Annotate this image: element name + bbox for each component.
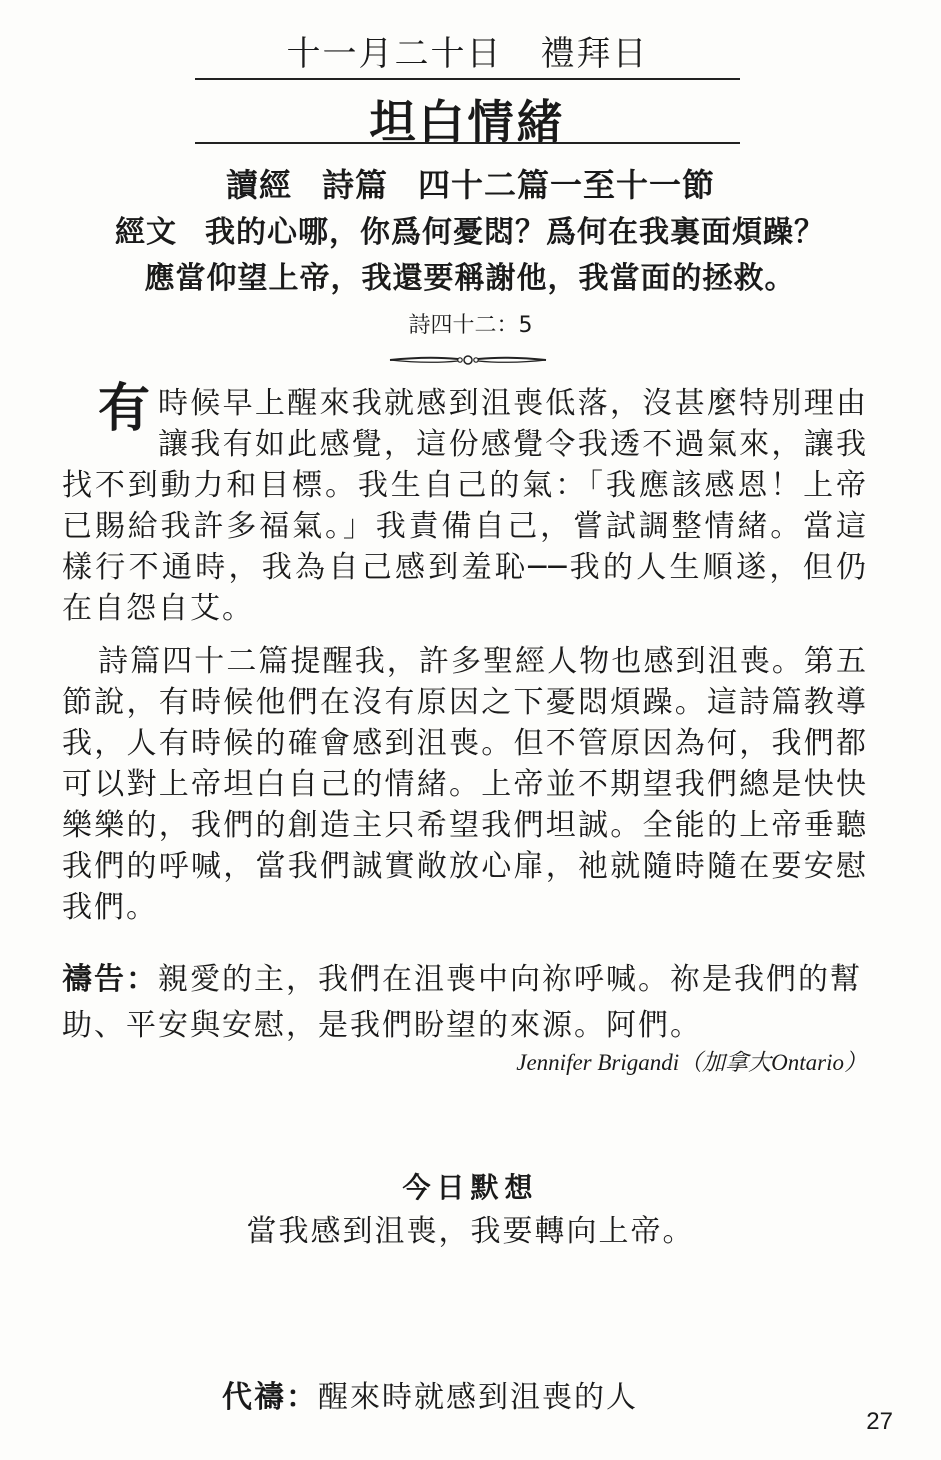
- thought-title: 今日默想: [402, 1171, 539, 1204]
- scripture-verse: [60, 210, 880, 302]
- prayer-text: 親愛的主，我們在沮喪中向祢呼喊。祢是我們的幫助、平安與安慰，是我們盼望的來源。阿們。: [62, 962, 862, 1043]
- author-credit: Jennifer Brigandi（加拿大Ontario）: [516, 1050, 867, 1075]
- top-rule: [195, 78, 740, 80]
- reading-label: 讀經: [225, 166, 292, 204]
- intercession: [222, 1372, 638, 1416]
- title-rule: [195, 142, 740, 144]
- weekday: 禮拜日: [540, 34, 649, 74]
- intercession-label: 代禱：: [222, 1380, 318, 1415]
- reading-book: 詩篇: [321, 166, 388, 204]
- thought-text: 當我感到沮喪，我要轉向上帝。: [246, 1214, 695, 1249]
- date: 十一月二十日: [286, 34, 503, 74]
- intercession-text: 醒來時就感到沮喪的人: [318, 1380, 638, 1415]
- page-number: 27: [866, 1408, 893, 1435]
- verse-line-1: 經文 我的心哪，你爲何憂悶？爲何在我裏面煩躁？: [115, 215, 825, 250]
- prayer-label: 禱告：: [62, 962, 158, 997]
- prayer: [62, 957, 868, 1049]
- page-title: 坦白情緒: [369, 95, 566, 149]
- ornament-divider-icon: [388, 352, 548, 368]
- drop-cap: 有: [98, 379, 153, 439]
- paragraph-2: 詩篇四十二篇提醒我，許多聖經人物也感到沮喪。第五節說，有時候他們在沒有原因之下憂悶煩躁。這詩篇教導我，人有時候的確會感到沮喪。但不管原因為何，我們都可以對上帝坦白自己的情緒。上帝並不期望我們總是快快樂樂的，我們的創造主只希望我們坦誠。全能的上帝垂聽我們的呼喊，當我們誠實敞放心扉，祂就隨時隨在要安慰我們。: [62, 644, 868, 925]
- verse-reference: 詩四十二：5: [408, 313, 533, 338]
- reading-passage: 四十二篇一至十一節: [418, 166, 716, 204]
- paragraph-1: 有時候早上醒來我就感到沮喪低落，沒甚麼特別理由讓我有如此感覺，這份感覺令我透不過氣來，讓我找不到動力和目標。我生自己的氣：「我應該感恩！上帝已賜給我許多福氣。」我責備自己，嘗試調整情緒。當這樣行不通時，我為自己感到羞恥──我的人生順遂，但仍在自怨自艾。: [62, 379, 868, 626]
- verse-line-2: 應當仰望上帝，我還要稱謝他，我當面的拯救。: [144, 261, 796, 296]
- verse-label: 經文: [115, 215, 177, 250]
- reading-line: [0, 160, 941, 206]
- meditation-body: [62, 379, 868, 928]
- date-line: [195, 26, 740, 75]
